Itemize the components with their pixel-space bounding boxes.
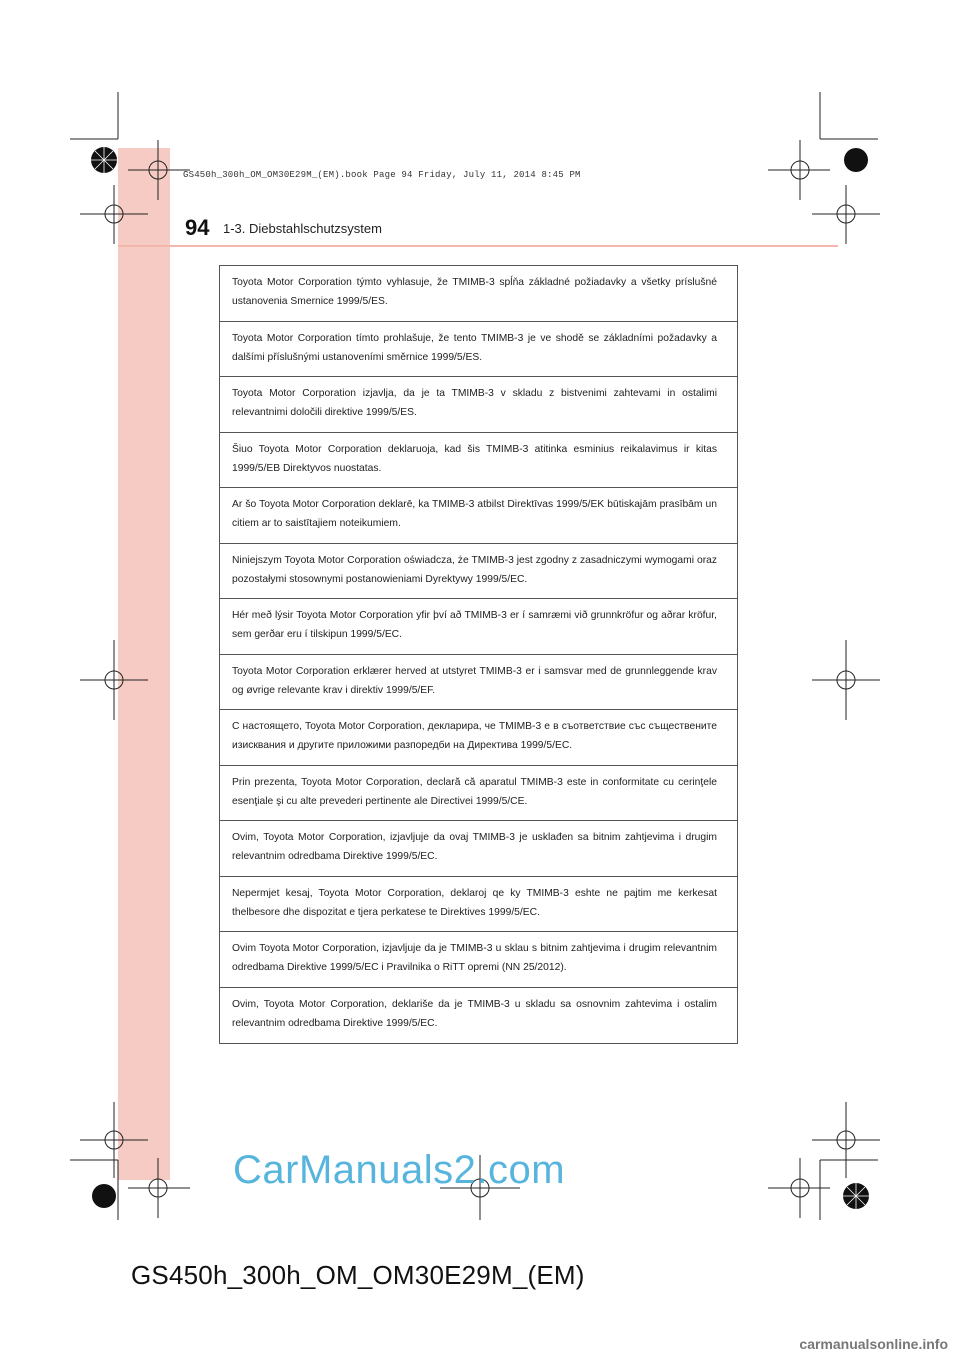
declaration-lithuanian: Šiuo Toyota Motor Corporation deklaruoja, kad šis TMIMB-3 atitinka esminius reikalavimus ir kitas 1999/5/EB Direktyvos nuostatas. xyxy=(220,433,737,489)
declaration-czech: Toyota Motor Corporation tímto prohlašuje, že tento TMIMB-3 je ve shodě se základními požadavky a dalšími příslušnými ustanoveními směrnice 1999/5/ES. xyxy=(220,322,737,378)
declarations-table xyxy=(219,265,738,1044)
declaration-norwegian: Toyota Motor Corporation erklærer herved at utstyret TMIMB-3 er i samsvar med de grunnleggende krav og øvrige relevante krav i direktiv 1999/5/EF. xyxy=(220,655,737,711)
starburst-mark-icon xyxy=(92,1184,116,1208)
watermark: CarManuals2.com xyxy=(233,1148,566,1192)
starburst-mark-icon xyxy=(844,148,868,172)
declaration-slovak: Toyota Motor Corporation týmto vyhlasuje, že TMIMB-3 spĺňa základné požiadavky a všetky príslušné ustanovenia Smernice 1999/5/ES. xyxy=(220,266,737,322)
document-id: GS450h_300h_OM_OM30E29M_(EM) xyxy=(131,1260,585,1290)
declaration-bosnian: Ovim, Toyota Motor Corporation, izjavljuje da ovaj TMIMB-3 je usklađen sa bitnim zahtjevima i drugim relevantnim odredbama Direktive 1999/5/EC. xyxy=(220,821,737,877)
declaration-icelandic: Hér með lýsir Toyota Motor Corporation yfir því að TMIMB-3 er í samræmi við grunnkröfur og aðrar kröfur, sem gerðar eru í tilskipun 1999/5/EC. xyxy=(220,599,737,655)
declaration-latvian: Ar šo Toyota Motor Corporation deklarē, ka TMIMB-3 atbilst Direktīvas 1999/5/EK būtiskajām prasībām un citiem ar to saistītajiem noteikumiem. xyxy=(220,488,737,544)
declaration-bulgarian: С настоящето, Toyota Motor Corporation, декларира, че TMIMB-3 е в съответствие със съществените изисквания и другите приложими разпоредби на Директива 1999/5/EC. xyxy=(220,710,737,766)
declaration-polish: Niniejszym Toyota Motor Corporation oświadcza, że TMIMB-3 jest zgodny z zasadniczymi wymogami oraz pozostałymi stosownymi postanowieniami Dyrektywy 1999/5/EC. xyxy=(220,544,737,600)
declaration-slovenian: Toyota Motor Corporation izjavlja, da je ta TMIMB-3 v skladu z bistvenimi zahtevami in ostalimi relevantnimi določili direktive 1999/5/ES. xyxy=(220,377,737,433)
site-credit: carmanualsonline.info xyxy=(799,1336,948,1352)
book-info: GS450h_300h_OM_OM30E29M_(EM).book Page 94 Friday, July 11, 2014 8:45 PM xyxy=(183,170,581,180)
section-title: 1-3. Diebstahlschutzsystem xyxy=(223,221,382,236)
declaration-romanian: Prin prezenta, Toyota Motor Corporation, declară că aparatul TMIMB-3 este in conformitate cu cerinţele esenţiale şi cu alte prevederi pertinente ale Directivei 1999/5/CE. xyxy=(220,766,737,822)
page-number: 94 xyxy=(185,215,210,240)
declaration-croatian: Ovim Toyota Motor Corporation, izjavljuje da je TMIMB-3 u sklau s bitnim zahtjevima i drugim relevantnim odredbama Direktive 1999/5/EC i Pravilnika o RiTT opremi (NN 25/2012). xyxy=(220,932,737,988)
declaration-albanian: Nepermjet kesaj, Toyota Motor Corporation, deklaroj qe ky TMIMB-3 eshte ne pajtim me kerkesat thelbesore dhe dispozitat e tjera perkatese te Direktives 1999/5/EC. xyxy=(220,877,737,933)
declaration-serbian: Ovim, Toyota Motor Corporation, deklariše da je TMIMB-3 u skladu sa osnovnim zahtevima i ostalim relevantnim odredbama Direktive 1999/5/EC. xyxy=(232,998,717,1029)
